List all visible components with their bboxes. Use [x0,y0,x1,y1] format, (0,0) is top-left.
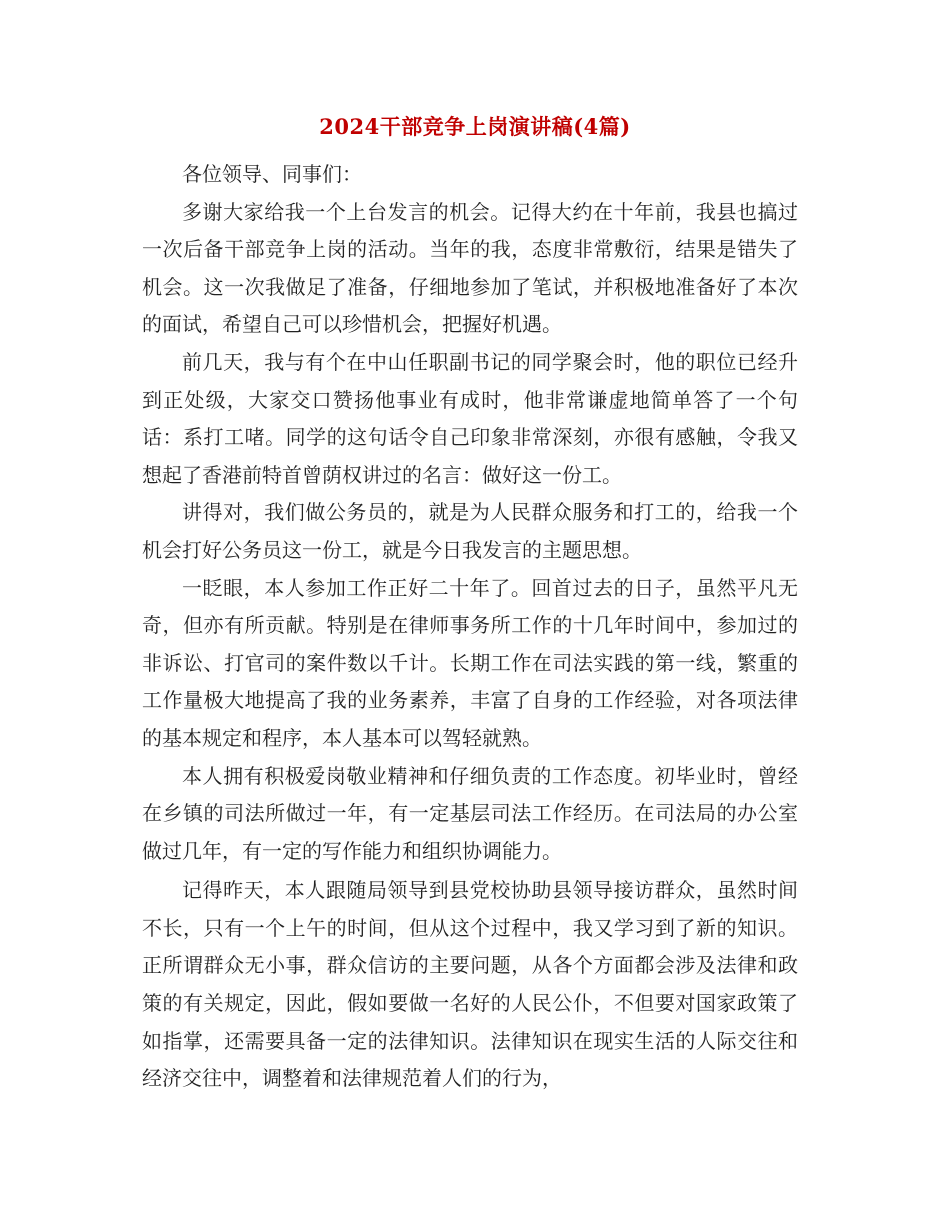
paragraph-5: 本人拥有积极爱岗敬业精神和仔细负责的工作态度。初毕业时，曾经在乡镇的司法所做过一年，有一定基层司法工作经历。在司法局的办公室做过几年，有一定的写作能力和组织协调能力。 [142,763,798,863]
paragraph-4: 一眨眼，本人参加工作正好二十年了。回首过去的日子，虽然平凡无奇，但亦有所贡献。特别是在律师事务所工作的十几年时间中，参加过的非诉讼、打官司的案件数以千计。长期工作在司法实践的第一线，繁重的工作量极大地提高了我的业务素养，丰富了自身的工作经验，对各项法律的基本规定和程序，本人基本可以驾轻就熟。 [142,575,798,750]
paragraph-1: 多谢大家给我一个上台发言的机会。记得大约在十年前，我县也搞过一次后备干部竞争上岗的活动。当年的我，态度非常敷衍，结果是错失了机会。这一次我做足了准备，仔细地参加了笔试，并积极地准备好了本次的面试，希望自己可以珍惜机会，把握好机遇。 [142,199,798,337]
paragraph-greeting: 各位领导、同事们： [182,162,362,186]
paragraph-6: 记得昨天，本人跟随局领导到县党校协助县领导接访群众，虽然时间不长，只有一个上午的时间，但从这个过程中，我又学习到了新的知识。正所谓群众无小事，群众信访的主要问题，从各个方面都会涉及法律和政策的有关规定，因此，假如要做一名好的人民公仆，不但要对国家政策了如指掌，还需要具备一定的法律知识。法律知识在现实生活的人际交往和经济交往中，调整着和法律规范着人们的行为， [142,878,798,1091]
document-title: 2024干部竞争上岗演讲稿(4篇) [319,114,631,139]
paragraph-2: 前几天，我与有个在中山任职副书记的同学聚会时，他的职位已经升到正处级，大家交口赞扬他事业有成时，他非常谦虚地简单答了一个句话：系打工啫。同学的这句话令自己印象非常深刻，亦很有感触，令我又想起了香港前特首曾荫权讲过的名言：做好这一份工。 [142,349,798,487]
paragraph-3: 讲得对，我们做公务员的，就是为人民群众服务和打工的，给我一个机会打好公务员这一份工，就是今日我发言的主题思想。 [142,500,798,562]
document-body [142,156,798,1098]
